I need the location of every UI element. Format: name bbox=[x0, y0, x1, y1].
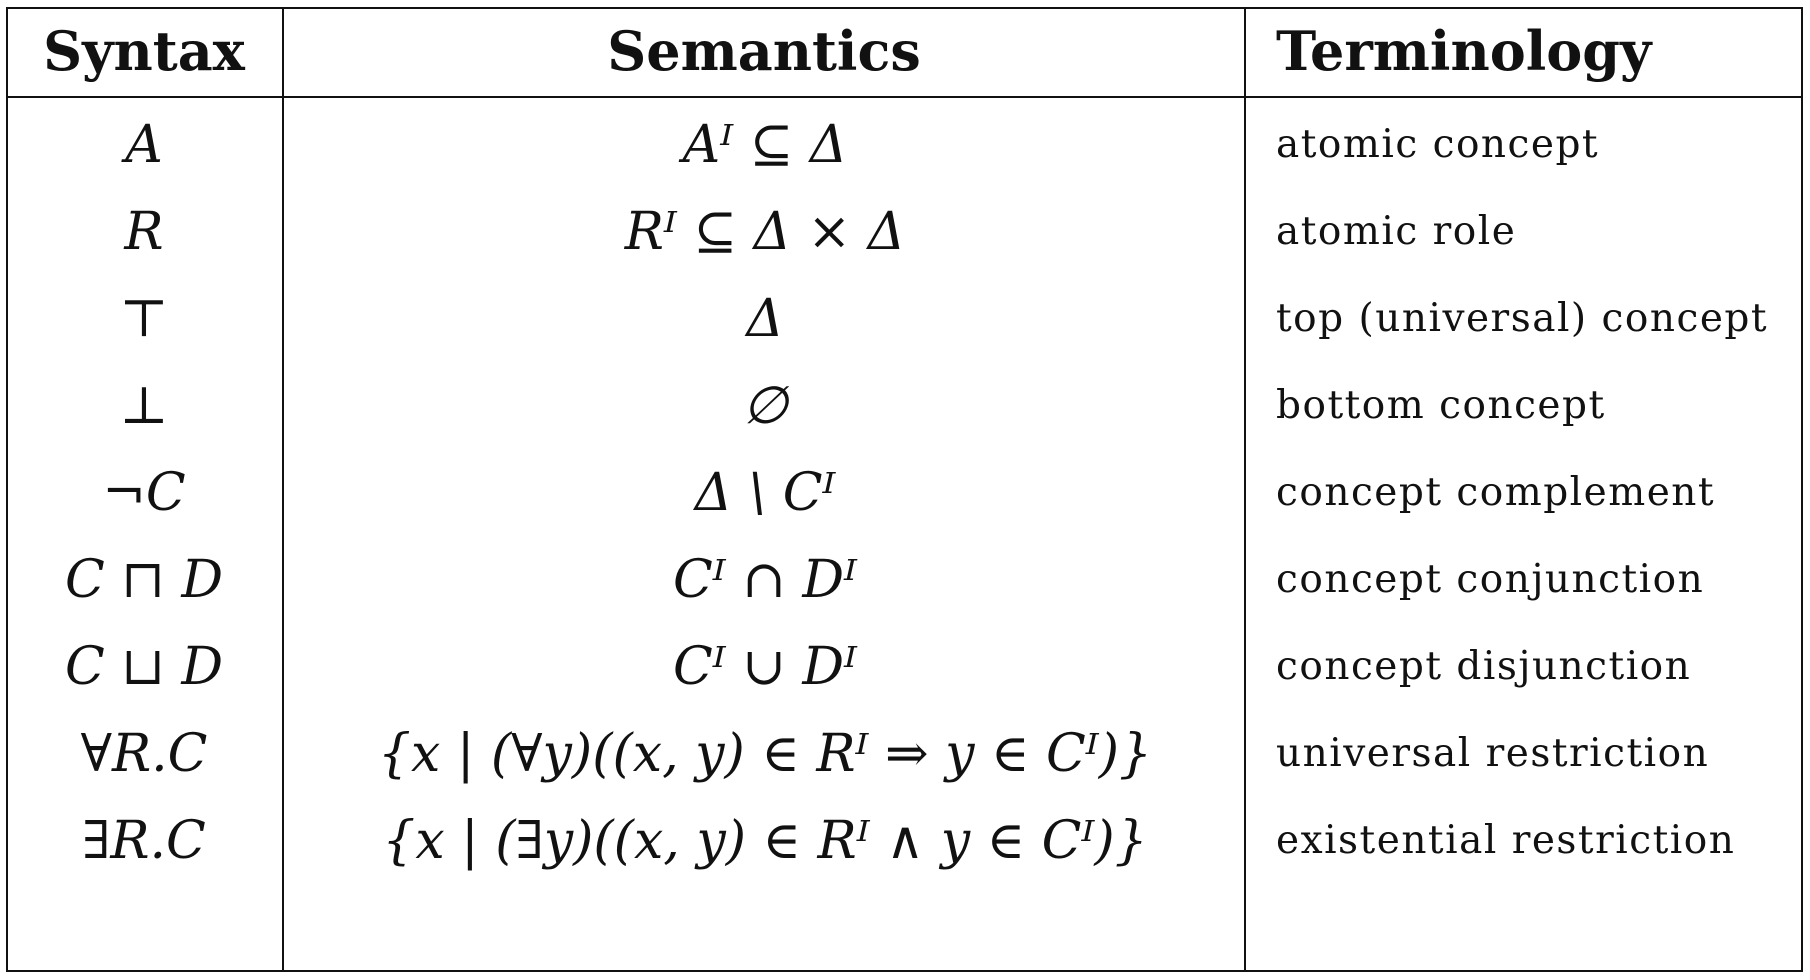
terminology-cell: universal restriction bbox=[1276, 731, 1710, 776]
table-row bbox=[6, 449, 1803, 536]
terminology-cell: concept disjunction bbox=[1276, 644, 1692, 689]
syntax-cell: R bbox=[124, 201, 164, 262]
header-terminology: Terminology bbox=[1276, 19, 1652, 83]
header-rule bbox=[6, 96, 1803, 98]
terminology-cell: atomic concept bbox=[1276, 122, 1600, 167]
semantics-cell: Rᴵ ⊆ Δ × Δ bbox=[624, 201, 906, 262]
syntax-cell: ¬C bbox=[102, 462, 186, 523]
syntax-cell: ∃R.C bbox=[82, 810, 206, 871]
syntax-cell: ∀R.C bbox=[80, 723, 208, 784]
terminology-cell: concept complement bbox=[1276, 470, 1716, 515]
terminology-cell: bottom concept bbox=[1276, 383, 1606, 428]
table-row bbox=[6, 362, 1803, 449]
table-row bbox=[6, 623, 1803, 710]
table-row bbox=[6, 536, 1803, 623]
terminology-cell: existential restriction bbox=[1276, 818, 1736, 863]
semantics-cell: Cᴵ ∩ Dᴵ bbox=[673, 549, 857, 610]
terminology-cell: concept conjunction bbox=[1276, 557, 1705, 602]
terminology-cell: top (universal) concept bbox=[1276, 296, 1769, 341]
table-row bbox=[6, 275, 1803, 362]
syntax-cell: C ⊔ D bbox=[64, 636, 224, 697]
syntax-cell: C ⊓ D bbox=[64, 549, 224, 610]
semantics-cell: Aᴵ ⊆ Δ bbox=[682, 114, 848, 175]
header-syntax: Syntax bbox=[43, 19, 245, 83]
table-row bbox=[6, 797, 1803, 884]
semantics-cell: {x | (∃y)((x, y) ∈ Rᴵ ∧ y ∈ Cᴵ)} bbox=[382, 810, 1148, 871]
semantics-cell: Cᴵ ∪ Dᴵ bbox=[673, 636, 857, 697]
syntax-cell: ⊤ bbox=[119, 288, 169, 349]
syntax-cell: ⊥ bbox=[119, 375, 169, 436]
table-row bbox=[6, 101, 1803, 188]
semantics-cell: {x | (∀y)((x, y) ∈ Rᴵ ⇒ y ∈ Cᴵ)} bbox=[377, 723, 1153, 784]
terminology-cell: atomic role bbox=[1276, 209, 1517, 254]
syntax-cell: A bbox=[125, 114, 163, 175]
table-row bbox=[6, 188, 1803, 275]
semantics-cell: Δ \ Cᴵ bbox=[694, 462, 836, 523]
table-row bbox=[6, 710, 1803, 797]
header-semantics: Semantics bbox=[607, 19, 921, 83]
semantics-cell: ∅ bbox=[742, 375, 788, 436]
semantics-cell: Δ bbox=[746, 288, 784, 349]
